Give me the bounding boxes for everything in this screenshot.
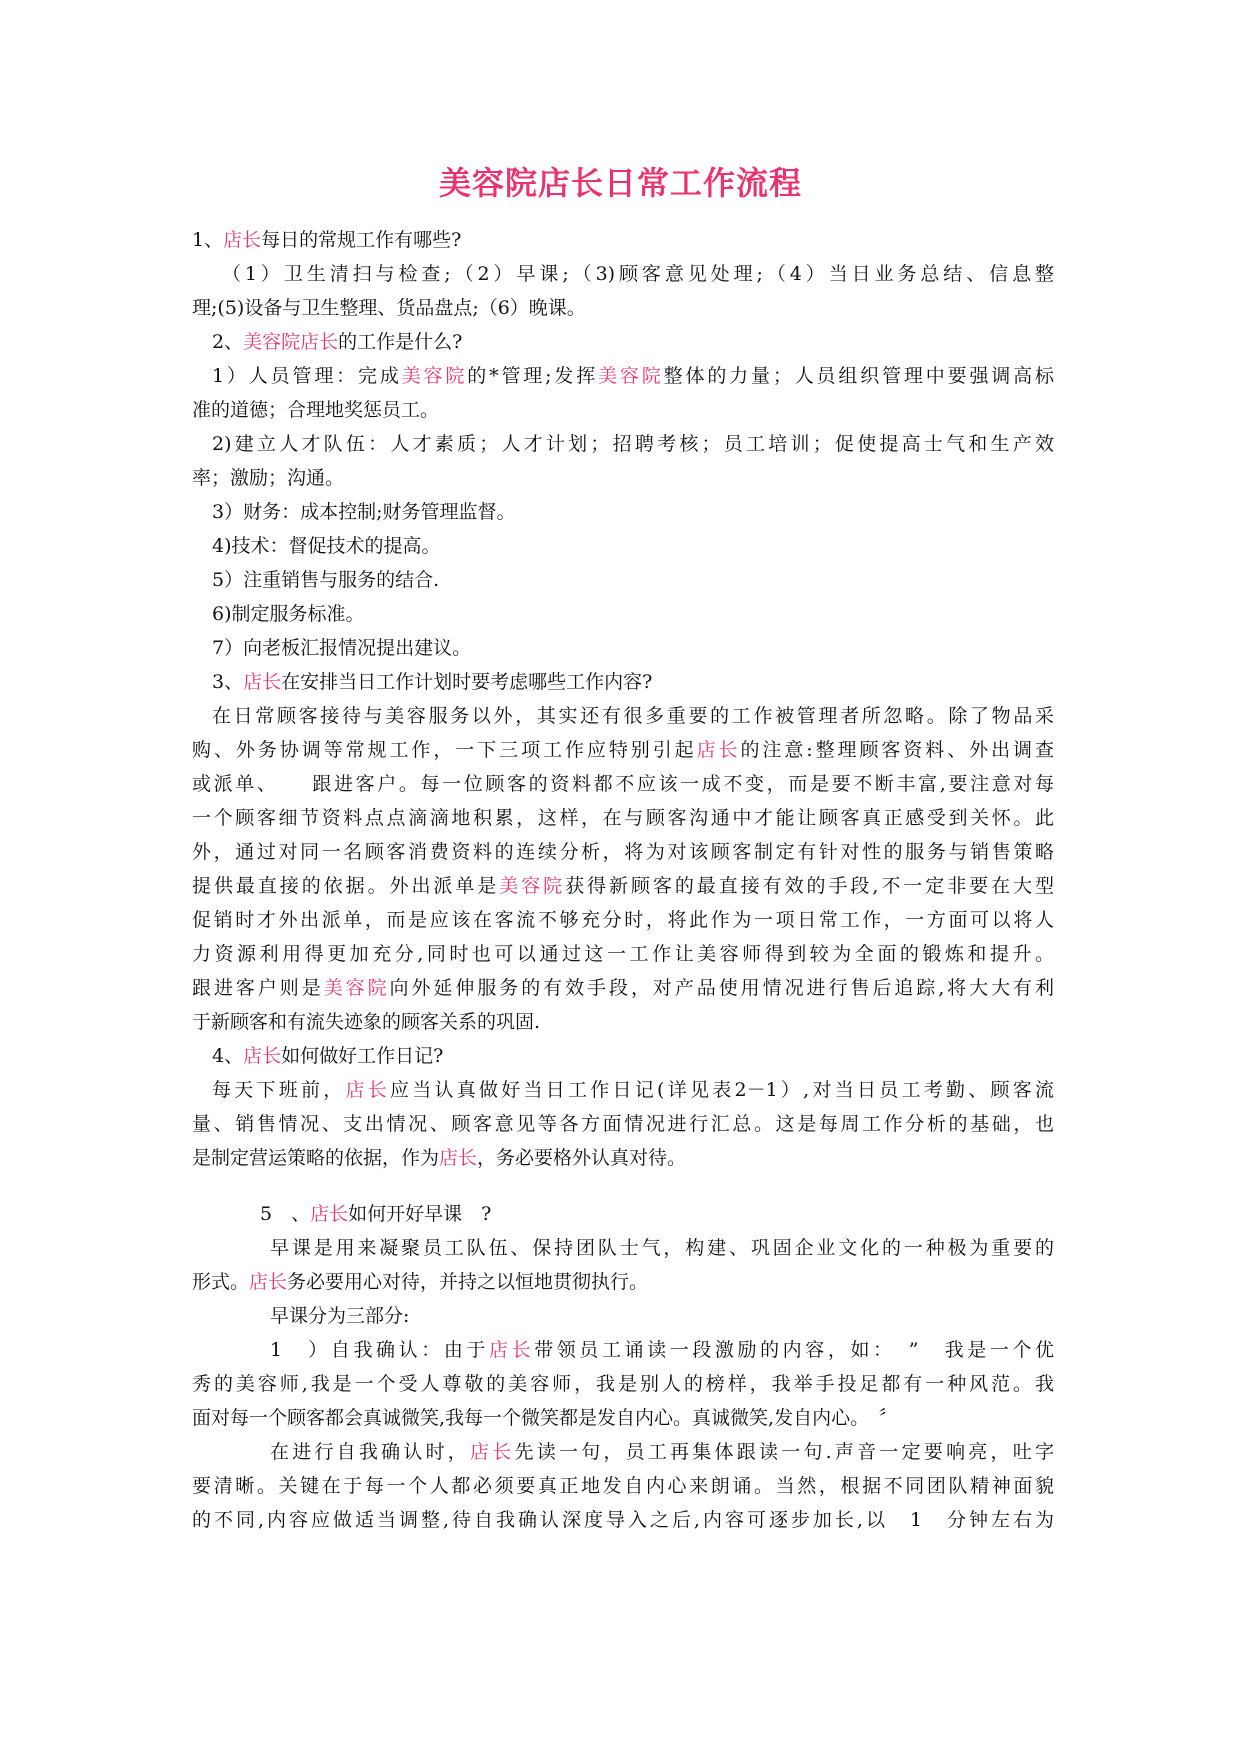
text-line (192, 1333, 1054, 1367)
highlighted-term: 店长 (470, 1441, 515, 1463)
text-run: 外，通过对同一名顾客消费资料的连续分析，将为对该顾客制定有针对性的服务与销售策略 (192, 841, 1054, 863)
text-line (192, 699, 1054, 733)
text-run: 的不同,内容应做适当调整,待自我确认深度导入之后,内容可逐步加长,以 1 分钟左右为 (192, 1509, 1054, 1531)
text-run: 如何开好早课 ? (348, 1203, 492, 1225)
text-line (192, 903, 1054, 937)
text-run: 在安排当日工作计划时要考虑哪些工作内容? (281, 671, 653, 693)
text-run: 早课是用来凝聚员工队伍、保持团队士气，构建、巩固企业文化的一种极为重要的 (270, 1237, 1054, 1259)
text-run: 3）财务：成本控制;财务管理监督。 (212, 501, 516, 523)
text-line (192, 1435, 1054, 1469)
text-run: 购、外务协调等常规工作，一下三项工作应特别引起 (192, 739, 697, 761)
text-line (192, 291, 1054, 325)
text-line (192, 393, 1054, 427)
text-run: 理;(5)设备与卫生整理、货品盘点;（6）晚课。 (192, 297, 586, 319)
highlighted-term: 美容院 (401, 365, 468, 387)
text-run: 获得新顾客的最直接有效的手段,不一定非要在大型 (565, 875, 1054, 897)
text-run: 5 、 (260, 1203, 311, 1225)
document-title: 美容院店长日常工作流程 (438, 164, 802, 202)
text-run: 一个顾客细节资料点点滴滴地积累，这样，在与顾客沟通中才能让顾客真正感受到关怀。此 (192, 807, 1054, 829)
text-run: 要清晰。关键在于每一个人都必须要真正地发自内心来朗诵。当然，根据不同团队精神面貌 (192, 1475, 1054, 1497)
text-run: 面对每一个顾客都会真诚微笑,我每一个微笑都是发自内心。真诚微笑,发自内心。 〞 (192, 1407, 898, 1429)
text-run: 跟进客户则是 (192, 977, 324, 999)
highlighted-term: 美容院 (598, 365, 664, 387)
text-run: 提供最直接的依据。外出派单是 (192, 875, 500, 897)
text-run: 准的道德；合理地奖惩员工。 (192, 399, 440, 421)
highlighted-term: 美容院店长 (243, 331, 339, 353)
text-run: 1、 (192, 229, 224, 251)
document-body (192, 223, 1054, 1537)
text-run: 3、 (212, 671, 244, 693)
text-run: 先读一句，员工再集体跟读一句.声音一定要响亮，吐字 (514, 1441, 1054, 1463)
text-run: 2、 (212, 331, 244, 353)
text-line (192, 767, 1054, 801)
highlighted-term: 店长 (243, 1045, 282, 1067)
text-run: 4)技术：督促技术的提高。 (212, 535, 441, 557)
text-line (192, 1231, 1054, 1265)
text-line (192, 971, 1054, 1005)
text-run: 整体的力量；人员组织管理中要强调高标 (663, 365, 1054, 387)
text-run: 的工作是什么? (338, 331, 463, 353)
text-line (192, 1073, 1054, 1107)
text-line (192, 359, 1054, 393)
text-line (192, 869, 1054, 903)
text-line (192, 1141, 1054, 1175)
text-run: 早课分为三部分: (270, 1305, 410, 1327)
highlighted-term: 美容院 (323, 977, 390, 999)
text-run: 每日的常规工作有哪些? (261, 229, 462, 251)
text-line (192, 835, 1054, 869)
paragraph-spacer (192, 1175, 1054, 1197)
text-run: 促销时才外出派单，而是应该在客流不够充分时，将此作为一项日常工作，一方面可以将人 (192, 909, 1054, 931)
text-line (192, 597, 1054, 631)
highlighted-term: 店长 (696, 739, 741, 761)
highlighted-term: 店长 (243, 671, 282, 693)
text-run: ，务必要格外认真对待。 (477, 1147, 687, 1169)
text-run: 1）人员管理：完成 (212, 365, 402, 387)
text-line (192, 801, 1054, 835)
text-run: 7）向老板汇报情况提出建议。 (212, 637, 472, 659)
text-line (192, 563, 1054, 597)
text-line (192, 1197, 1054, 1231)
text-run: 如何做好工作日记? (281, 1045, 444, 1067)
text-line (192, 1005, 1054, 1039)
text-line (192, 1265, 1054, 1299)
text-run: 带领员工诵读一段激励的内容，如： ” 我是一个优 (534, 1339, 1054, 1361)
text-run: 1 ）自我确认：由于 (270, 1339, 489, 1361)
text-run: 是制定营运策略的依据，作为 (192, 1147, 440, 1169)
text-line (192, 733, 1054, 767)
text-run: （1）卫生清扫与检查;（2）早课;（3)顾客意见处理;（4）当日业务总结、信息整 (222, 263, 1054, 285)
text-run: 5）注重销售与服务的结合. (212, 569, 440, 591)
highlighted-term: 店长 (439, 1147, 478, 1169)
text-run: 6)制定服务标准。 (212, 603, 365, 625)
text-line (192, 1503, 1054, 1537)
text-line (192, 1039, 1054, 1073)
text-line (192, 1107, 1054, 1141)
text-run: 率；激励；沟通。 (192, 467, 345, 489)
text-line (192, 1469, 1054, 1503)
text-line (192, 427, 1054, 461)
text-line (192, 257, 1054, 291)
text-line (192, 631, 1054, 665)
text-line (192, 495, 1054, 529)
highlighted-term: 美容院 (499, 875, 566, 897)
text-line (192, 529, 1054, 563)
text-line (192, 937, 1054, 971)
text-line (192, 1299, 1054, 1333)
highlighted-term: 店长 (249, 1271, 288, 1293)
highlighted-term: 店长 (345, 1079, 391, 1101)
text-run: 应当认真做好当日工作日记(详见表2－1）,对当日员工考勤、顾客流 (390, 1079, 1054, 1101)
text-run: 的*管理;发挥 (467, 365, 599, 387)
text-run: 力资源利用得更加充分,同时也可以通过这一工作让美容师得到较为全面的锻炼和提升。 (192, 943, 1054, 965)
text-run: 在进行自我确认时， (270, 1441, 471, 1463)
text-run: 务必要用心对待，并持之以恒地贯彻执行。 (287, 1271, 649, 1293)
text-run: 4、 (212, 1045, 244, 1067)
text-line (192, 1401, 1054, 1435)
text-line (192, 461, 1054, 495)
text-run: 秀的美容师,我是一个受人尊敬的美容师，我是别人的榜样，我举手投足都有一种风范。我 (192, 1373, 1054, 1395)
text-run: 于新顾客和有流失迹象的顾客关系的巩固. (192, 1011, 541, 1033)
text-line (192, 1367, 1054, 1401)
text-run: 或派单、 跟进客户。每一位顾客的资料都不应该一成不变，而是要不断丰富,要注意对每 (192, 773, 1054, 795)
text-run: 在日常顾客接待与美容服务以外，其实还有很多重要的工作被管理者所忽略。除了物品采 (212, 705, 1054, 727)
highlighted-term: 店长 (223, 229, 262, 251)
text-run: 每天下班前， (212, 1079, 346, 1101)
text-run: 形式。 (192, 1271, 250, 1293)
text-line (192, 223, 1054, 257)
text-line (192, 665, 1054, 699)
text-run: 的注意:整理顾客资料、外出调查 (740, 739, 1054, 761)
text-run: 2)建立人才队伍：人才素质；人才计划；招聘考核；员工培训；促使提高士气和生产效 (212, 433, 1054, 455)
text-line (192, 325, 1054, 359)
text-run: 向外延伸服务的有效手段，对产品使用情况进行售后追踪,将大大有利 (389, 977, 1054, 999)
highlighted-term: 店长 (310, 1203, 349, 1225)
highlighted-term: 店长 (489, 1339, 535, 1361)
text-run: 量、销售情况、支出情况、顾客意见等各方面情况进行汇总。这是每周工作分析的基础，也 (192, 1113, 1054, 1135)
